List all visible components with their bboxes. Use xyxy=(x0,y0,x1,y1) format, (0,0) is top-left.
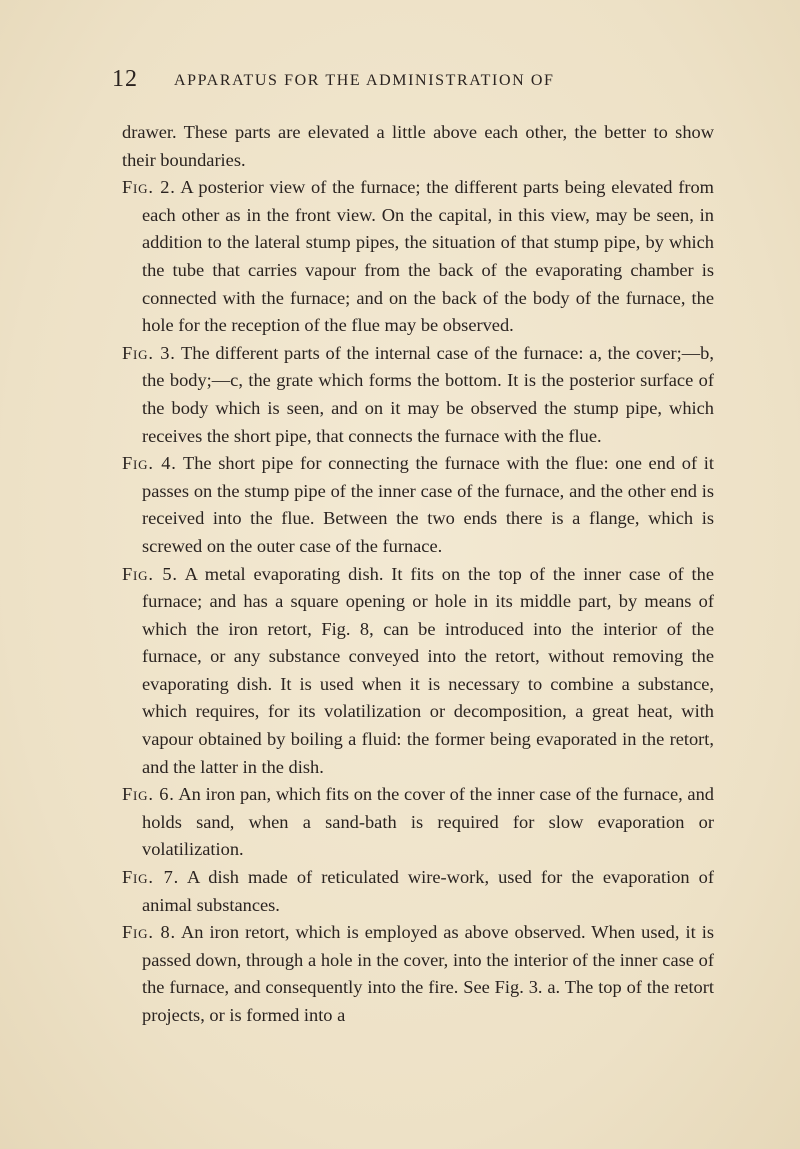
figure-label: Fig. 7. xyxy=(122,867,179,888)
paragraph-text: A posterior view of the furnace; the different parts being elevated from each other as in the front view. On the capital, in this view, may be seen, in addition to the lateral stump pipes, the situation of that stump pipe, by which the tube that carries vapour from the back of the evaporating chamber is connected with the furnace; and on the back of the body of the furnace, the hole for the reception of the flue may be observed. xyxy=(142,177,714,336)
page-header xyxy=(0,66,800,96)
paragraph-continuation xyxy=(122,119,714,174)
paragraph-fig-3 xyxy=(122,340,714,450)
figure-label: Fig. 8. xyxy=(122,922,176,943)
paragraph-text: drawer. These parts are elevated a little above each other, the better to show their boundaries. xyxy=(122,122,714,170)
figure-label: Fig. 6. xyxy=(122,784,175,805)
page-number: 12 xyxy=(112,66,138,92)
paragraph-text: The short pipe for connecting the furnace with the flue: one end of it passes on the stump pipe of the inner case of the furnace, and the other end is received into the flue. Between the two ends there is a flange, which is screwed on the outer case of the furnace. xyxy=(142,453,714,556)
running-head: APPARATUS FOR THE ADMINISTRATION OF xyxy=(174,72,555,89)
body-text xyxy=(122,119,714,1030)
paragraph-fig-7 xyxy=(122,864,714,919)
paragraph-text: An iron retort, which is employed as above observed. When used, it is passed down, through a hole in the cover, into the interior of the inner case of the furnace, and consequently into the fire. See Fig. 3. a. The top of the retort projects, or is formed into a xyxy=(142,922,714,1025)
paragraph-text: A dish made of reticulated wire-work, used for the evaporation of animal substances. xyxy=(142,867,714,915)
paragraph-fig-8 xyxy=(122,919,714,1029)
paragraph-fig-4 xyxy=(122,450,714,560)
figure-label: Fig. 4. xyxy=(122,453,177,474)
paragraph-text: A metal evaporating dish. It fits on the top of the inner case of the furnace; and has a square opening or hole in its middle part, by means of which the iron retort, Fig. 8, can be introduced into the interior of the furnace, or any substance conveyed into the retort, without removing the evaporating dish. It is used when it is necessary to combine a substance, which requires, for its volatilization or decomposition, a great heat, with vapour obtained by boiling a fluid: the former being evaporated in the retort, and the latter in the dish. xyxy=(142,563,714,777)
figure-label: Fig. 3. xyxy=(122,342,176,363)
paragraph-fig-2 xyxy=(122,174,714,340)
figure-label: Fig. 5. xyxy=(122,563,178,584)
paragraph-text: The different parts of the internal case of the furnace: a, the cover;—b, the body;—c, the grate which forms the bottom. It is the posterior surface of the body which is seen, and on it may be observed the stump pipe, which receives the short pipe, that connects the furnace with the flue. xyxy=(142,342,714,446)
paragraph-text: An iron pan, which fits on the cover of the inner case of the furnace, and holds sand, when a sand-bath is required for slow evaporation or volatilization. xyxy=(142,784,714,860)
paragraph-fig-6 xyxy=(122,781,714,864)
paragraph-fig-5 xyxy=(122,561,714,782)
figure-label: Fig. 2. xyxy=(122,177,176,198)
